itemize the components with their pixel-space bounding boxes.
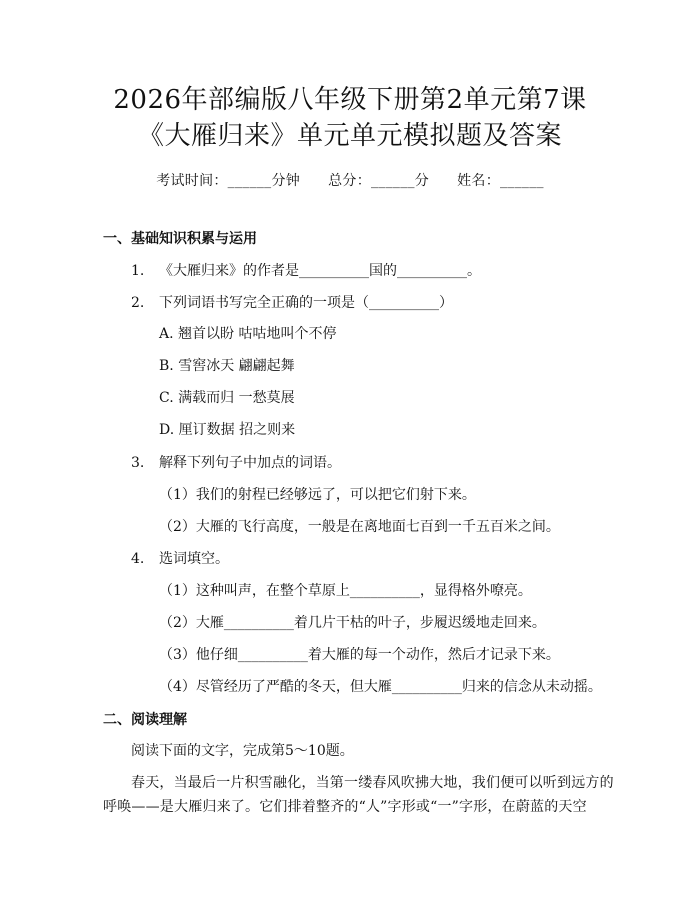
question-4 bbox=[131, 549, 229, 569]
exam-name-field: 姓名：______ bbox=[457, 173, 544, 189]
exam-info bbox=[0, 170, 700, 190]
question-2 bbox=[131, 293, 453, 313]
question-text: 选词填空。 bbox=[159, 551, 229, 567]
exam-time-field: 考试时间：______分钟 bbox=[156, 173, 301, 189]
document-title-line2: 《大雁归来》单元单元模拟题及答案 bbox=[137, 121, 562, 151]
reading-paragraph-line1: 春天，当最后一片积雪融化，当第一缕春风吹拂大地，我们便可以听到远方的 bbox=[131, 775, 614, 791]
question-1 bbox=[131, 261, 481, 281]
question-3-item-1: （1）我们的射程已经够远了，可以把它们射下来。 bbox=[159, 487, 476, 503]
option-c: C. 满载而归 一愁莫展 bbox=[159, 390, 295, 406]
option-b: B. 雪窖冰天 翩翩起舞 bbox=[159, 358, 295, 374]
section1-heading: 一、基础知识积累与运用 bbox=[103, 231, 257, 247]
question-text: 解释下列句子中加点的词语。 bbox=[159, 455, 341, 471]
question-4-item-3: （3）他仔细__________着大雁的每一个动作，然后才记录下来。 bbox=[159, 647, 560, 663]
question-3 bbox=[131, 453, 341, 473]
question-number: 4. bbox=[131, 551, 145, 567]
question-4-item-4: （4）尽管经历了严酷的冬天，但大雁__________归来的信念从未动摇。 bbox=[159, 679, 602, 695]
reading-intro: 阅读下面的文字，完成第5～10题。 bbox=[131, 743, 354, 759]
question-text: 《大雁归来》的作者是__________国的__________。 bbox=[159, 263, 481, 279]
document-title-line1: 2026年部编版八年级下册第2单元第7课 bbox=[113, 85, 587, 115]
question-3-item-2: （2）大雁的飞行高度，一般是在离地面七百到一千五百米之间。 bbox=[159, 519, 560, 535]
exam-score-field: 总分：______分 bbox=[328, 173, 430, 189]
reading-paragraph-line2: 呼唤——是大雁归来了。它们排着整齐的“人”字形或“一”字形，在蔚蓝的天空 bbox=[103, 799, 587, 815]
question-number: 2. bbox=[131, 295, 145, 311]
section2-heading: 二、阅读理解 bbox=[103, 712, 187, 728]
question-number: 1. bbox=[131, 263, 145, 279]
question-number: 3. bbox=[131, 455, 145, 471]
option-a: A. 翘首以盼 咕咕地叫个不停 bbox=[159, 326, 337, 342]
question-text: 下列词语书写完全正确的一项是（__________） bbox=[159, 295, 453, 311]
question-4-item-1: （1）这种叫声，在整个草原上__________，显得格外嘹亮。 bbox=[159, 583, 532, 599]
question-4-item-2: （2）大雁__________着几片干枯的叶子，步履迟缓地走回来。 bbox=[159, 615, 546, 631]
option-d: D. 厘订数据 招之则来 bbox=[159, 422, 296, 438]
